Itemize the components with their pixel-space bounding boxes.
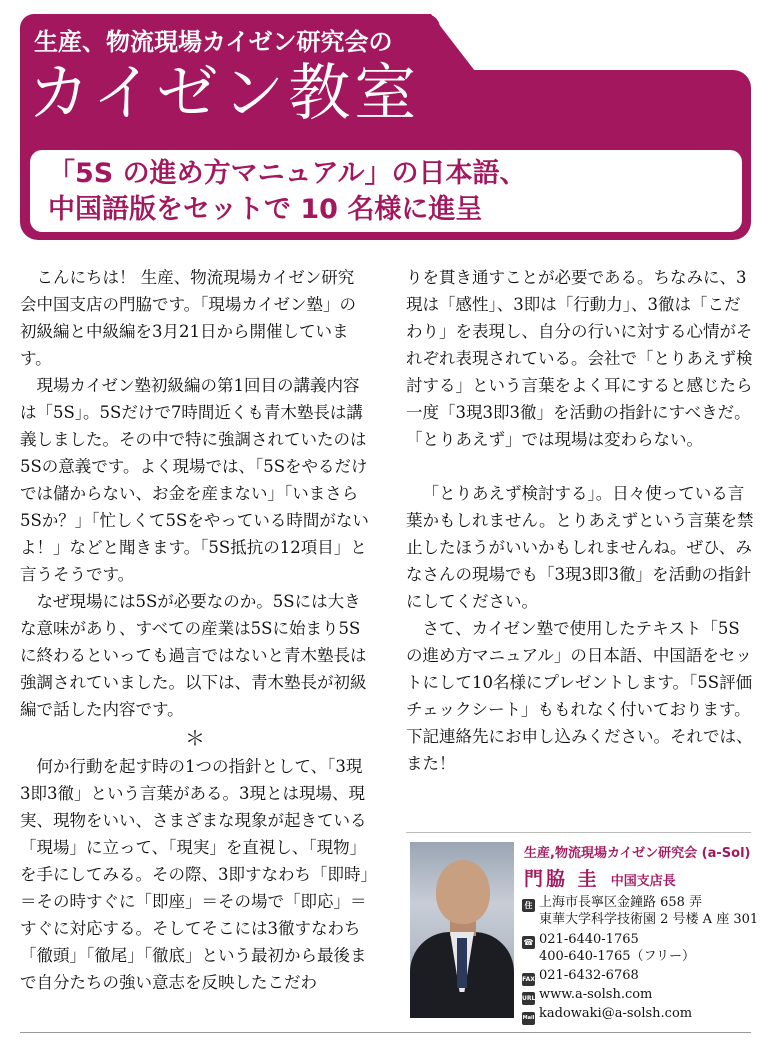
- article-paragraph: 何か行動を起す時の1つの指針として、「3現3即3徹」という言葉がある。3現とは現場、現実、現物をいい、さまざまな現象が起きている「現場」に立って、「現実」を直視し、「現物」を手にしてみる。その際、3即すなわち「即時」＝その時すぐに「即座」＝その場で「即応」＝すぐに対応する。そしてそこには3徹すなわち「徹頭」「徹尾」「徹底」という最初から最後まで自分たちの強い意志を反映したこだわ: [20, 757, 369, 992]
- contact-organization: 生産,物流現場カイゼン研究会 (a-Sol): [524, 846, 751, 861]
- contact-address-line-1: 住 上海市長寧区金鐘路 658 弄: [522, 894, 702, 912]
- page-title: カイゼン教室: [28, 56, 421, 129]
- contact-name-block: [524, 864, 676, 891]
- article-paragraph: りを貫き通すことが必要である。ちなみに、3現は「感性」、3即は「行動力」、3徹は「こだわり」を表現し、自分の行いに対する心情がそれぞれ表現されている。会社で「とりあえず検討する」という言葉をよく耳にすると感じたら一度「3現3即3徹」を活動の指針にすべきだ。「とりあえず」では現場は変わらない。: [406, 268, 753, 449]
- headline-line-2: 中国語版をセットで 10 名様に進呈: [48, 194, 483, 225]
- article-left-column: [20, 264, 370, 996]
- contact-email[interactable]: [522, 1005, 692, 1025]
- contact-url-link[interactable]: www.a-solsh.com: [539, 987, 653, 1002]
- section-divider-star: ＊: [185, 726, 205, 750]
- contact-title: 中国支店長: [610, 874, 676, 889]
- address-icon: 住: [522, 899, 535, 912]
- header-subtitle: 生産、物流現場カイゼン研究会の: [34, 28, 393, 56]
- headline-box: [30, 150, 742, 232]
- contact-phone-2: 400-640-1765（フリー）: [539, 949, 695, 964]
- contact-url[interactable]: [522, 986, 652, 1005]
- phone-icon: ☎: [523, 938, 534, 947]
- article-paragraph: なぜ現場には5Sが必要なのか。5Sには大きな意味があり、すべての産業は5Sに始まり5Sに終わるといっても過言ではないと青木塾長は強調されていました。以下は、青木塾長が初級編で話した内容です。: [20, 592, 367, 719]
- contact-divider: [406, 832, 751, 833]
- article-paragraph: こんにちは！ 生産、物流現場カイゼン研究会中国支店の門脇です。「現場カイゼン塾」の初級編と中級編を3月21日から開催しています。: [20, 268, 356, 368]
- contact-phone-1: ☎ 021-6440-1765: [523, 932, 639, 947]
- article-right-column: [406, 264, 756, 777]
- contact-name: 門脇 圭: [524, 868, 600, 890]
- contact-address-line-2: 東華大学科学技術園 2 号楼 A 座 301: [539, 912, 759, 927]
- mail-icon: Mail: [522, 1012, 535, 1025]
- contact-email-link[interactable]: kadowaki@a-solsh.com: [539, 1006, 693, 1021]
- article-paragraph: 「とりあえず検討する」。日々使っている言葉かもしれません。とりあえずという言葉を禁止したほうがいいかもしれませんね。ぜひ、みなさんの現場でも「3現3即3徹」を活動の指針にしてください。: [406, 484, 754, 611]
- author-photo: [410, 842, 514, 1018]
- url-icon: URL: [522, 992, 535, 1005]
- headline-line-1: 「5S の進め方マニュアル」の日本語、: [48, 158, 527, 189]
- fax-icon: FAX: [522, 973, 535, 986]
- article-paragraph: 現場カイゼン塾初級編の第1回目の講義内容は「5S」。5Sだけで7時間近くも青木塾長は講義しました。その中で特に強調されていたのは5Sの意義です。よく現場では、「5Sをやるだけでは儲からない、お金を産まない」「いまさら5Sか？」「忙しくて5Sをやっている時間がないよ！」などと聞きます。「5S抵抗の12項目」と言うそうです。: [20, 376, 369, 584]
- paragraph-gap: [406, 453, 756, 480]
- bottom-divider: [20, 1032, 751, 1033]
- contact-fax: FAX 021-6432-6768: [522, 967, 639, 986]
- article-paragraph: さて、カイゼン塾で使用したテキスト「5Sの進め方マニュアル」の日本語、中国語をセットにして10名様にプレゼントします。「5S評価チェックシート」ももれなく付いております。下記連絡先にお申し込みください。それでは、また！: [406, 619, 753, 773]
